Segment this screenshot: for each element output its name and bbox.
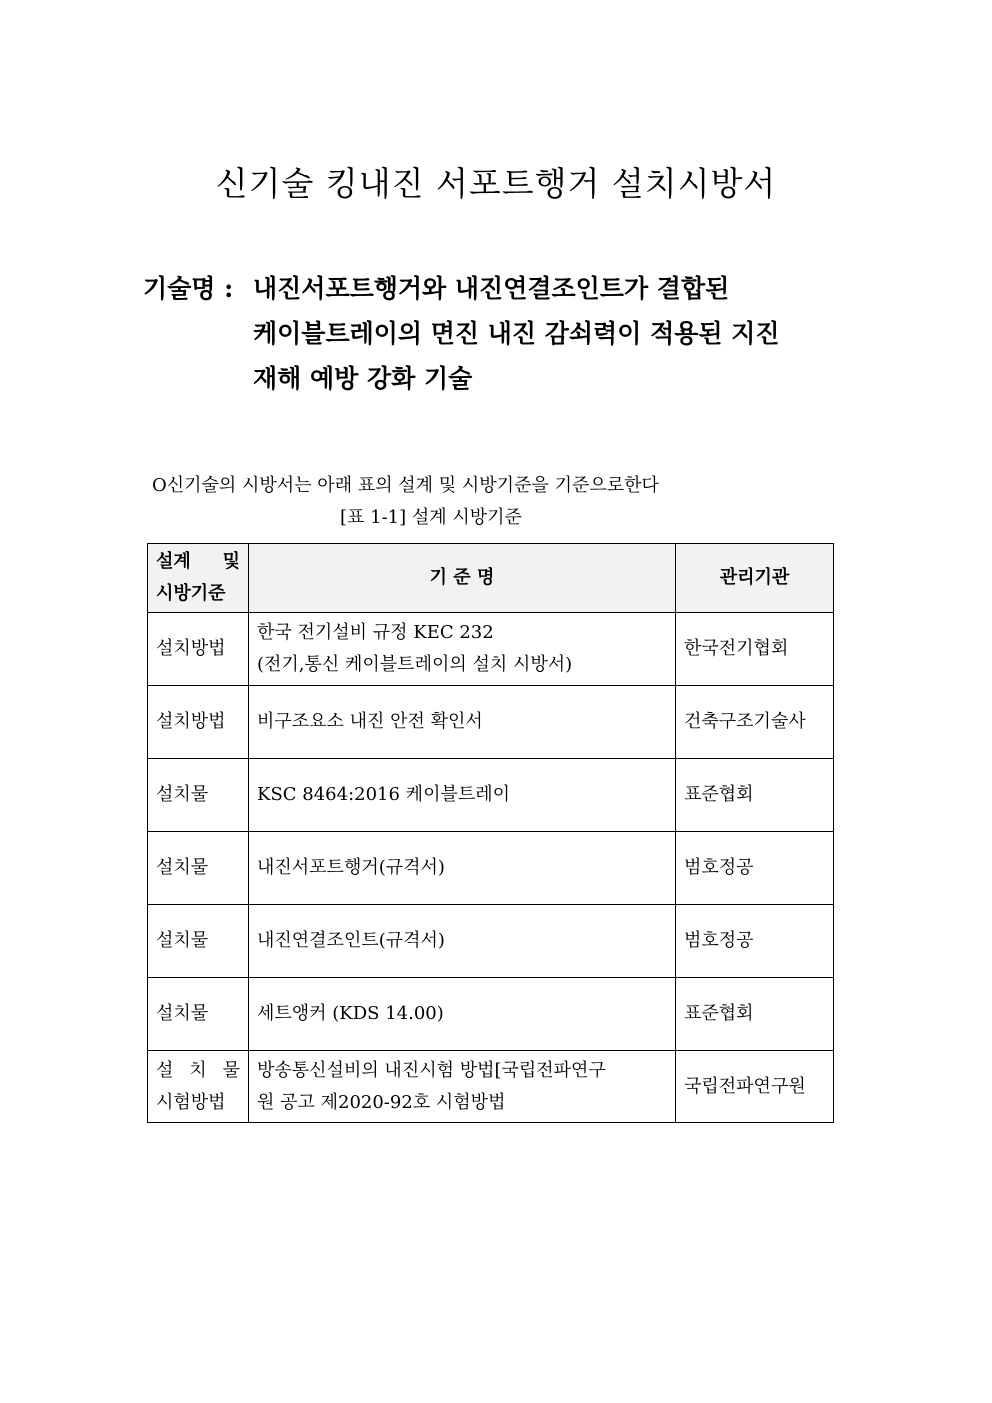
tech-name-line: 케이블트레이의 면진 내진 감쇠력이 적용된 지진 [253, 319, 780, 348]
document-title: 신기술 킹내진 서포트행거 설치시방서 [215, 164, 777, 203]
table-caption: [표 1-1] 설계 시방기준 [340, 507, 522, 528]
row-category: 설치방법 [148, 686, 249, 759]
row-name-line1: 방송통신설비의 내진시험 방법[국립전파연구 [257, 1059, 606, 1081]
table-row [148, 978, 834, 1051]
row-agency: 표준협회 [676, 978, 834, 1051]
row-agency: 범호정공 [676, 905, 834, 978]
row-agency: 표준협회 [676, 759, 834, 832]
table-row [148, 1051, 834, 1123]
row-category: 설치물 [148, 905, 249, 978]
tech-name-label: 기술명 : [143, 274, 234, 303]
row-name: 내진연결조인트(규격서) [249, 905, 676, 978]
intro-text: O신기술의 시방서는 아래 표의 설계 및 시방기준을 기준으로한다 [152, 475, 659, 496]
tech-name-line: 내진서포트행거와 내진연결조인트가 결합된 [253, 274, 730, 303]
header-category [148, 544, 249, 613]
row-category: 설치물 [148, 759, 249, 832]
tech-name-line: 재해 예방 강화 기술 [253, 364, 473, 393]
standards-table [147, 543, 834, 1123]
table-row [148, 613, 834, 686]
header-name: 기 준 명 [249, 544, 676, 613]
row-category: 설치물 [148, 832, 249, 905]
table-row [148, 759, 834, 832]
row-category: 설치방법 [148, 613, 249, 686]
table-row [148, 686, 834, 759]
row-agency: 한국전기협회 [676, 613, 834, 686]
row-agency: 국립전파연구원 [676, 1051, 834, 1123]
row-category: 설치물 [148, 978, 249, 1051]
header-category-line2: 시방기준 [156, 583, 226, 604]
header-agency: 관리기관 [676, 544, 834, 613]
table-row [148, 832, 834, 905]
row-name-line1: 한국 전기설비 규정 KEC 232 [257, 622, 494, 643]
tech-name-lines [253, 266, 780, 401]
row-name-line2: 원 공고 제2020-92호 시험방법 [257, 1091, 506, 1113]
header-category-line1: 설계 및 [156, 551, 240, 572]
row-category [148, 1051, 249, 1123]
row-agency: 범호정공 [676, 832, 834, 905]
row-category-line2: 시험방법 [156, 1091, 226, 1113]
table-header-row [148, 544, 834, 613]
row-category-line1: 설 치 물 [156, 1059, 240, 1081]
row-name: 비구조요소 내진 안전 확인서 [249, 686, 676, 759]
row-name-line2: (전기,통신 케이블트레이의 설치 시방서) [257, 654, 573, 675]
row-name [249, 613, 676, 686]
row-name [249, 1051, 676, 1123]
row-name: 세트앵커 (KDS 14.00) [249, 978, 676, 1051]
row-agency: 건축구조기술사 [676, 686, 834, 759]
row-name: KSC 8464:2016 케이블트레이 [249, 759, 676, 832]
row-name: 내진서포트행거(규격서) [249, 832, 676, 905]
table-row [148, 905, 834, 978]
